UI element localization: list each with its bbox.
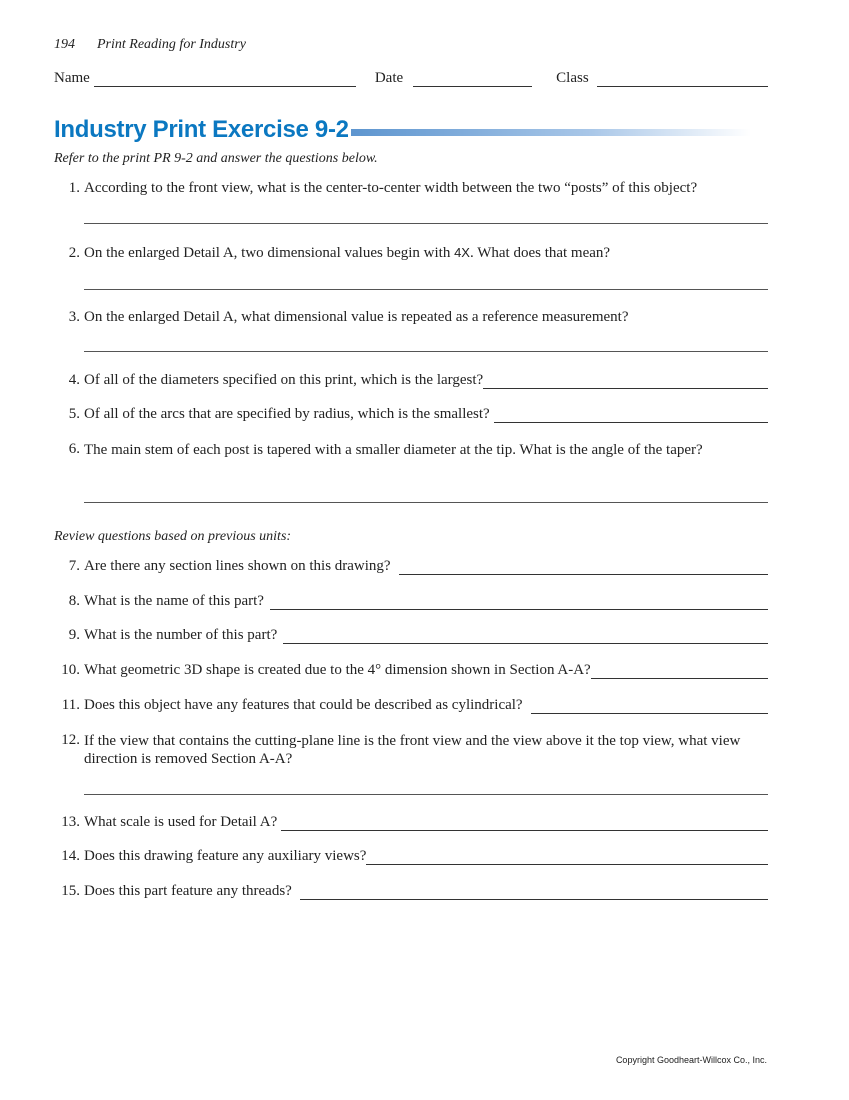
- answer-line-9[interactable]: [283, 629, 768, 644]
- question-12: [54, 732, 768, 768]
- question-number: 15.: [61, 883, 80, 899]
- question-number: 8.: [68, 593, 80, 609]
- question-text: If the view that contains the cutting-plane line is the front view and the view above it the top view, what view direction is removed Section A-A?: [84, 733, 741, 767]
- exercise-title: [54, 116, 751, 144]
- question-text: What scale is used for Detail A?: [84, 814, 278, 830]
- question-text: What is the number of this part?: [84, 627, 278, 643]
- instructions: Refer to the print PR 9-2 and answer the questions below.: [54, 151, 378, 166]
- dimension-code: 4X: [454, 245, 470, 260]
- question-8: [54, 593, 768, 610]
- question-13: [54, 814, 768, 831]
- running-header: [54, 37, 246, 53]
- question-number: 14.: [61, 848, 80, 864]
- class-label: Class: [556, 70, 589, 86]
- answer-line-7[interactable]: [399, 560, 768, 575]
- date-label: Date: [374, 70, 404, 86]
- answer-line-6[interactable]: [84, 502, 768, 503]
- question-text-part: . What does that mean?: [469, 245, 611, 261]
- answer-line-13[interactable]: [281, 816, 768, 831]
- question-number: 7.: [68, 558, 80, 574]
- answer-line-12[interactable]: [84, 794, 768, 795]
- student-info-row: [54, 70, 768, 87]
- question-text: Does this object have any features that could be described as cylindrical?: [84, 697, 523, 713]
- question-text: Of all of the diameters specified on this print, which is the largest?: [84, 372, 484, 388]
- answer-line-4[interactable]: [483, 374, 768, 389]
- question-text: [84, 245, 610, 262]
- answer-line-11[interactable]: [531, 699, 768, 714]
- question-text: Of all of the arcs that are specified by radius, which is the smallest?: [84, 406, 490, 422]
- question-15: [54, 883, 768, 900]
- title-gradient-bar: [351, 129, 751, 136]
- question-number: 13.: [61, 814, 80, 830]
- question-text: According to the front view, what is the center-to-center width between the two “posts” of this object?: [84, 180, 698, 196]
- review-heading: Review questions based on previous units:: [54, 529, 292, 544]
- page-title: Industry Print Exercise 9-2: [54, 116, 349, 143]
- answer-line-2[interactable]: [84, 289, 768, 290]
- question-number: 2.: [68, 245, 80, 261]
- copyright-notice: Copyright Goodheart-Willcox Co., Inc.: [615, 1055, 767, 1065]
- answer-line-5[interactable]: [494, 408, 768, 423]
- question-text-part: On the enlarged Detail A, two dimensional values begin with: [84, 245, 455, 261]
- question-2: [54, 245, 768, 262]
- question-text: Does this part feature any threads?: [84, 883, 292, 899]
- name-label: Name: [54, 70, 90, 86]
- answer-line-3[interactable]: [84, 351, 768, 352]
- question-text: Does this drawing feature any auxiliary views?: [84, 848, 367, 864]
- answer-line-10[interactable]: [591, 664, 768, 679]
- question-14: [54, 848, 768, 865]
- question-number: 1.: [68, 180, 80, 196]
- question-text: What geometric 3D shape is created due to the 4° dimension shown in Section A-A?: [84, 662, 591, 678]
- date-field[interactable]: [413, 72, 532, 87]
- question-number: 3.: [68, 309, 80, 325]
- question-10: [54, 662, 768, 679]
- question-4: [54, 372, 768, 389]
- question-6: [54, 441, 768, 459]
- book-title: Print Reading for Industry: [97, 37, 246, 52]
- question-number: 12.: [61, 732, 80, 748]
- name-field[interactable]: [94, 72, 356, 87]
- question-9: [54, 627, 768, 644]
- question-text: What is the name of this part?: [84, 593, 264, 609]
- question-5: [54, 406, 768, 423]
- question-number: 5.: [68, 406, 80, 422]
- question-number: 4.: [68, 372, 80, 388]
- question-11: [54, 697, 768, 714]
- class-field[interactable]: [597, 72, 768, 87]
- question-1: [54, 180, 768, 197]
- question-number: 11.: [61, 697, 80, 713]
- answer-line-15[interactable]: [300, 885, 768, 900]
- page-number: 194: [54, 37, 75, 52]
- question-number: 6.: [68, 441, 80, 457]
- question-number: 9.: [68, 627, 80, 643]
- question-text: Are there any section lines shown on this drawing?: [84, 558, 391, 574]
- question-7: [54, 558, 768, 575]
- question-text: On the enlarged Detail A, what dimensional value is repeated as a reference measurement?: [84, 309, 629, 325]
- question-number: 10.: [61, 662, 80, 678]
- question-3: [54, 309, 768, 326]
- answer-line-1[interactable]: [84, 223, 768, 224]
- answer-line-14[interactable]: [366, 850, 768, 865]
- answer-line-8[interactable]: [270, 595, 768, 610]
- question-text: The main stem of each post is tapered with a smaller diameter at the tip. What is the angle of the taper?: [84, 442, 703, 458]
